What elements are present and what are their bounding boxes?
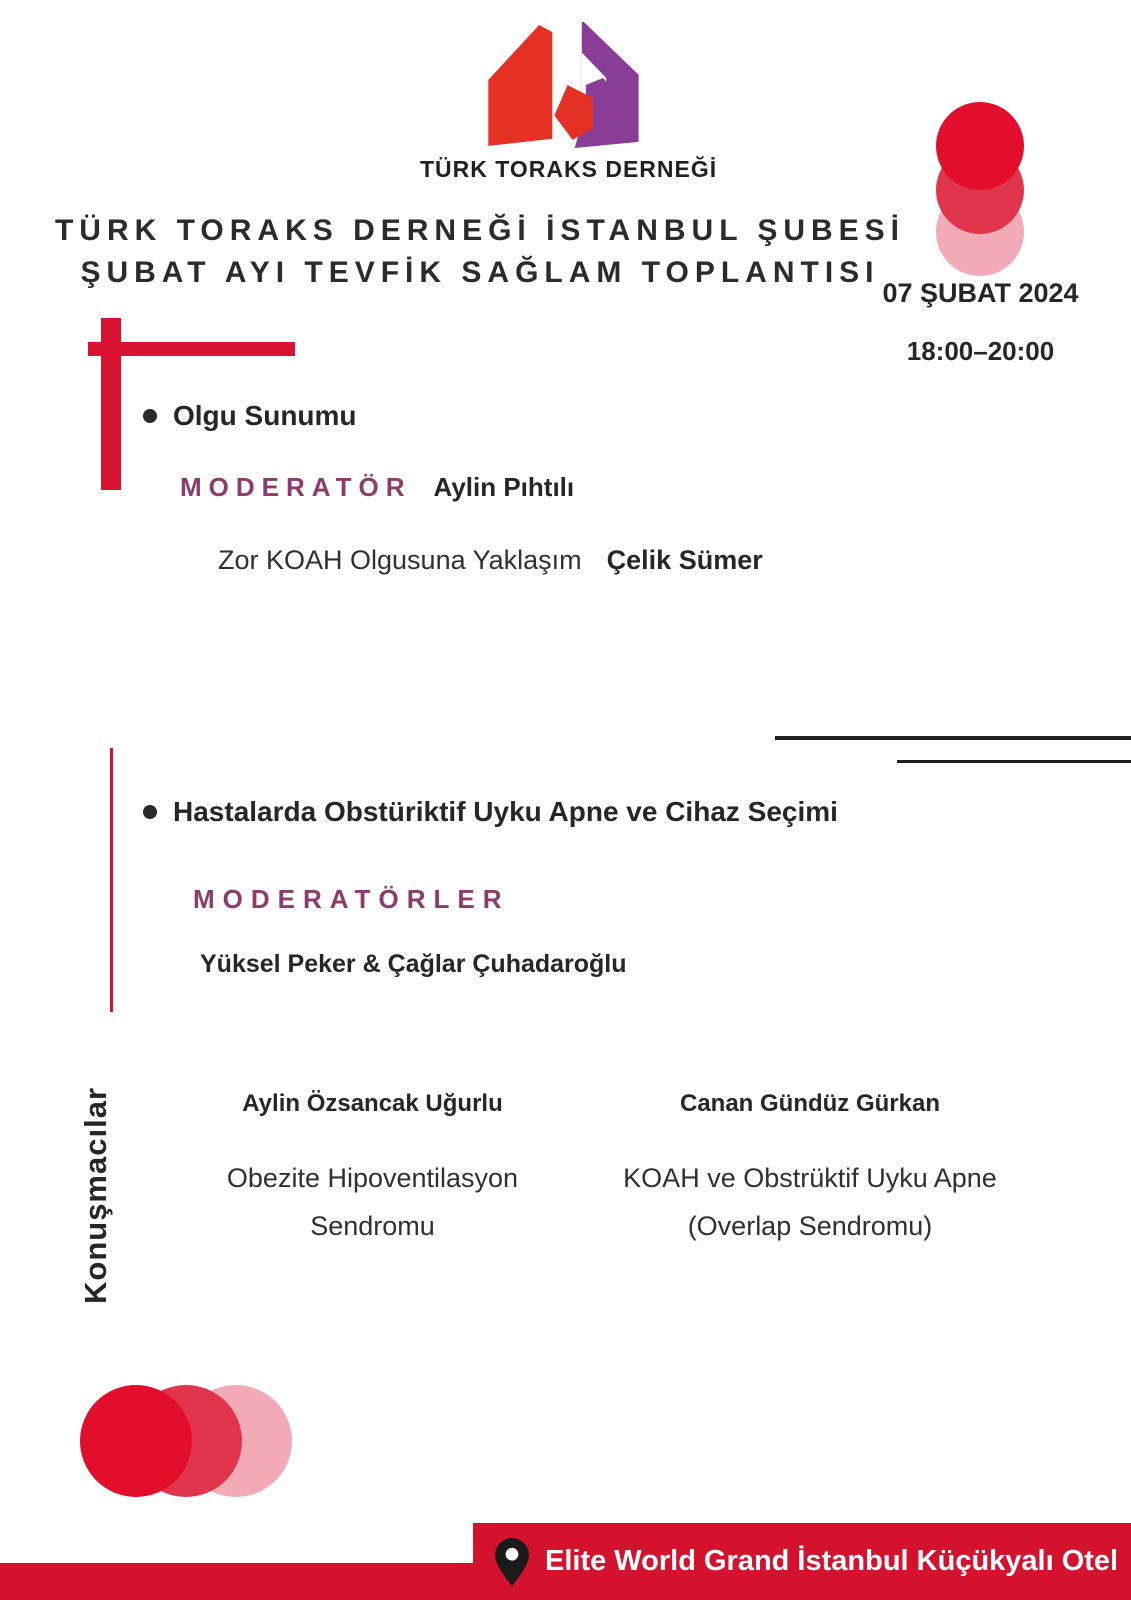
speaker-2-talk-line-1: KOAH ve Obstrüktif Uyku Apne	[623, 1163, 997, 1193]
decorative-circle-red-bottom	[80, 1385, 192, 1497]
lungs-logo-icon	[480, 22, 650, 152]
event-date: 07 ŞUBAT 2024	[882, 278, 1079, 308]
venue-name: Elite World Grand İstanbul Küçükyalı Otel	[545, 1545, 1119, 1577]
turk-toraks-dernegi-logo	[420, 22, 718, 183]
session-2-title-row	[143, 796, 838, 828]
divider-line-long	[775, 736, 1131, 740]
speaker-column-2	[620, 1090, 1000, 1250]
footer-venue-bar	[473, 1523, 1131, 1600]
session-1-talk-speaker: Çelik Sümer	[606, 545, 763, 575]
bullet-icon	[143, 409, 157, 423]
location-pin-icon	[495, 1538, 529, 1586]
page-title	[0, 210, 960, 294]
session-1-moderator-label: MODERATÖR	[180, 472, 412, 502]
red-bracket-vertical	[101, 318, 121, 490]
title-line-2: ŞUBAT AYI TEVFİK SAĞLAM TOPLANTISI	[80, 256, 880, 289]
title-line-1: TÜRK TORAKS DERNEĞİ İSTANBUL ŞUBESİ	[54, 214, 906, 247]
session-2-moderator-names: Yüksel Peker & Çağlar Çuhadaroğlu	[200, 950, 627, 978]
divider-line-short	[897, 760, 1131, 763]
event-time: 18:00–20:00	[906, 336, 1055, 366]
bullet-icon	[143, 805, 157, 819]
event-datetime	[858, 278, 1103, 367]
session-1-moderator-row	[180, 472, 574, 503]
speaker-column-1	[185, 1090, 560, 1250]
decorative-circle-red-top	[936, 102, 1024, 190]
speaker-2-name: Canan Gündüz Gürkan	[679, 1090, 940, 1117]
session-1-talk-title: Zor KOAH Olgusuna Yaklaşım	[218, 545, 582, 575]
speaker-1-talk-line-2: Sendromu	[310, 1211, 435, 1241]
session-1-title: Olgu Sunumu	[173, 400, 357, 431]
speaker-1-talk	[185, 1154, 560, 1250]
speaker-1-talk-line-1: Obezite Hipoventilasyon	[226, 1163, 519, 1193]
logo-org-name: TÜRK TORAKS DERNEĞİ	[420, 156, 718, 182]
session-1-title-row	[143, 400, 357, 432]
speaker-2-talk	[620, 1154, 1000, 1250]
speaker-2-talk-line-2: (Overlap Sendromu)	[687, 1211, 933, 1241]
red-vertical-rule	[110, 748, 113, 1012]
session-1-talk-row	[218, 545, 763, 576]
speakers-section-label: Konuşmacılar	[78, 1086, 113, 1304]
session-2-moderator-label: MODERATÖRLER	[193, 884, 510, 914]
session-1-moderator-name: Aylin Pıhtılı	[433, 472, 575, 502]
speaker-1-name: Aylin Özsancak Uğurlu	[242, 1090, 503, 1117]
session-2-title: Hastalarda Obstüriktif Uyku Apne ve Cihaz Seçimi	[173, 796, 838, 827]
